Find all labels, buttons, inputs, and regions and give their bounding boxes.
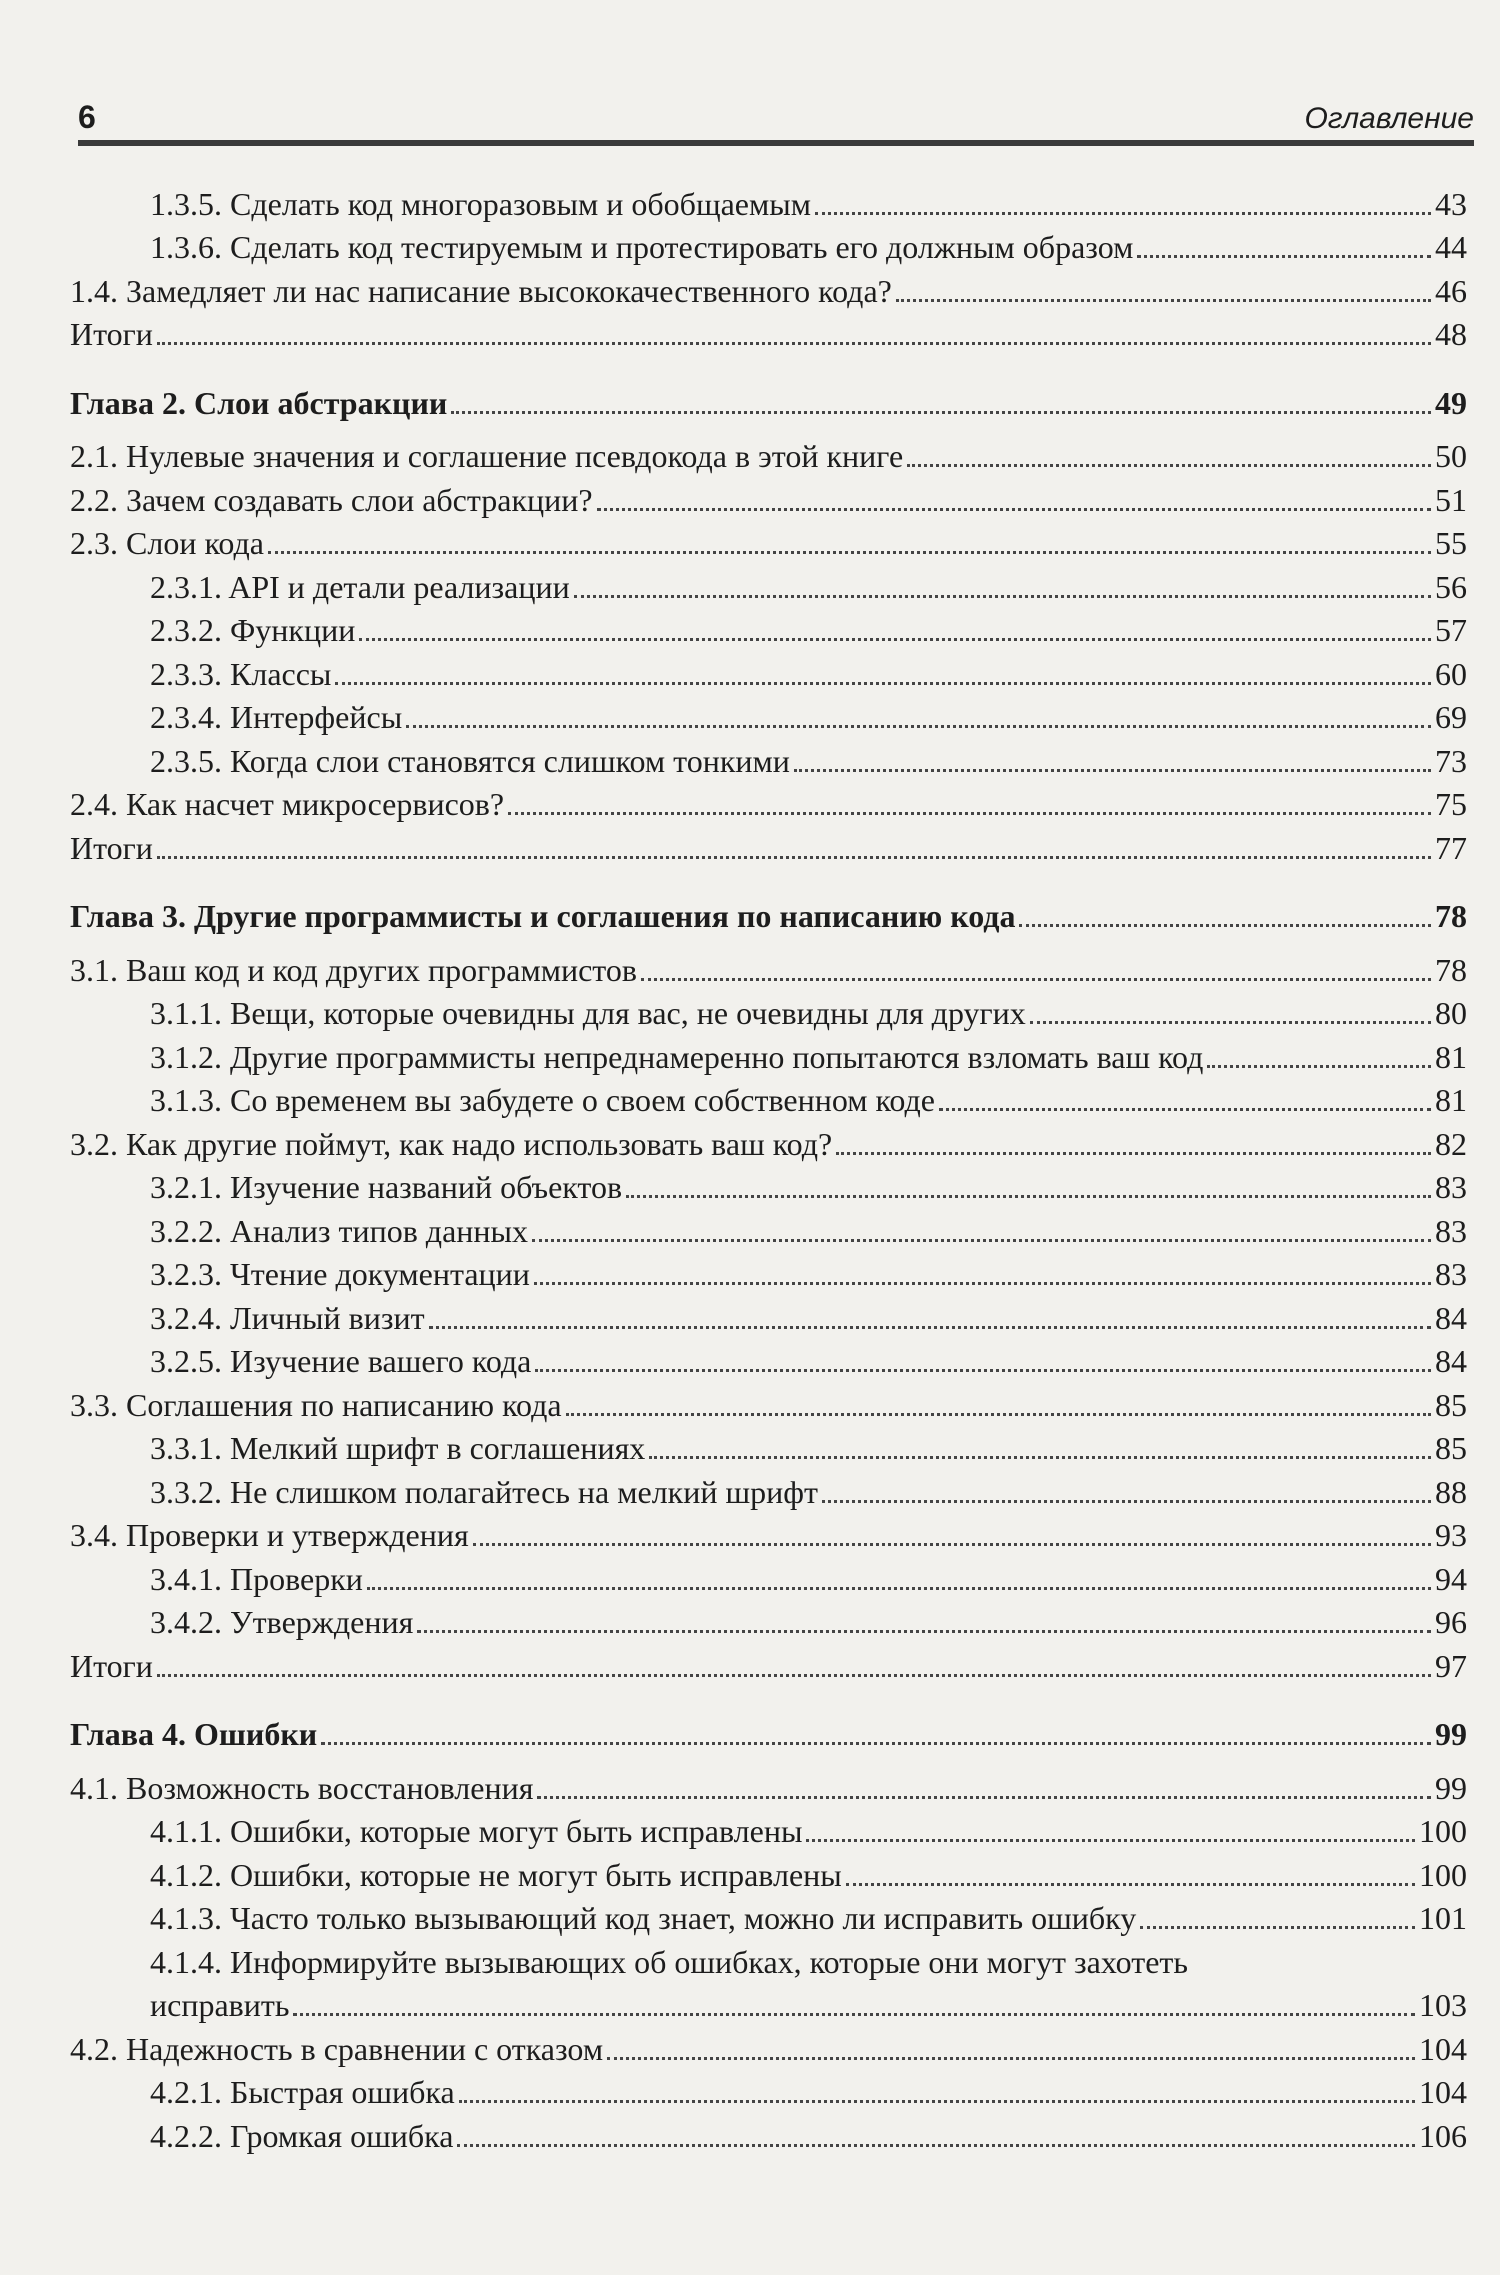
- toc-entry: [70, 311, 1467, 355]
- toc-entry-page: 81: [1435, 1082, 1467, 1118]
- toc-entry-title: 2.3.5. Когда слои становятся слишком тонкими: [150, 742, 790, 779]
- toc-entry: [70, 2112, 1467, 2156]
- toc-entry: [70, 1425, 1467, 1469]
- toc-entry-title: 4.1.1. Ошибки, которые могут быть исправлены: [150, 1813, 803, 1849]
- toc-entry: [70, 1599, 1467, 1643]
- toc-entry: [70, 1294, 1467, 1338]
- toc-entry-title: Итоги: [70, 316, 153, 352]
- toc-entry-page: 48: [1435, 316, 1467, 352]
- dot-leader: [508, 812, 1431, 815]
- dot-leader: [457, 2144, 1415, 2147]
- toc-entry-page: 88: [1435, 1473, 1467, 1510]
- toc-entry-title: 4.2.1. Быстрая ошибка: [150, 2074, 455, 2110]
- toc-entry: [70, 1033, 1467, 1077]
- toc-entry-page: 81: [1435, 1038, 1467, 1075]
- toc-entry: [70, 607, 1467, 651]
- dot-leader: [367, 1587, 1431, 1590]
- toc-entry: [70, 433, 1467, 477]
- toc-entry: [70, 990, 1467, 1034]
- toc-entry-page: 78: [1435, 898, 1467, 934]
- toc-entry: [70, 1077, 1467, 1121]
- toc-entry-page: 83: [1435, 1169, 1467, 1205]
- dot-leader: [429, 1326, 1431, 1329]
- dot-leader: [896, 299, 1431, 302]
- toc-entry-title: 4.1. Возможность восстановления: [70, 1769, 534, 1806]
- toc-entry: [70, 563, 1467, 607]
- dot-leader: [417, 1630, 1431, 1633]
- toc-entry-page: 82: [1435, 1125, 1467, 1162]
- dot-leader: [806, 1839, 1415, 1842]
- toc-entry-page: 77: [1435, 829, 1467, 866]
- toc-entry-title: Глава 4. Ошибки: [70, 1716, 318, 1752]
- toc-entry-page: 69: [1435, 699, 1467, 735]
- toc-chapter: [70, 893, 1467, 937]
- dot-leader: [268, 551, 1431, 554]
- dot-leader: [406, 725, 1431, 728]
- toc-entry: [70, 650, 1467, 694]
- toc-entry: [70, 520, 1467, 564]
- toc-entry-title: 2.2. Зачем создавать слои абстракции?: [70, 481, 593, 518]
- dot-leader: [566, 1413, 1431, 1416]
- toc-entry-title: 4.1.4. Информируйте вызывающих об ошибках, которые они могут захотеть: [150, 1943, 1188, 1980]
- toc-entry-page: 51: [1435, 481, 1467, 518]
- toc-entry-title: 4.1.2. Ошибки, которые не могут быть исправлены: [150, 1856, 842, 1893]
- toc-entry-page: 57: [1435, 612, 1467, 648]
- toc-entry: [70, 1642, 1467, 1686]
- toc-entry: [70, 946, 1467, 990]
- dot-leader: [1137, 255, 1431, 258]
- toc-entry-continuation: [70, 1982, 1467, 2026]
- toc-entry-title: 1.3.5. Сделать код многоразовым и обобщаемым: [150, 185, 811, 222]
- dot-leader: [607, 2057, 1415, 2060]
- dot-leader: [641, 978, 1431, 981]
- toc-entry: [70, 2069, 1467, 2113]
- toc-entry: [70, 476, 1467, 520]
- toc-entry: [70, 1338, 1467, 1382]
- toc-entry-page: 84: [1435, 1299, 1467, 1336]
- toc-entry-title: Итоги: [70, 829, 153, 866]
- page-number: 6: [78, 99, 96, 135]
- toc-entry-title: 4.2. Надежность в сравнении с отказом: [70, 2030, 604, 2067]
- toc-entry-title: 3.2.1. Изучение названий объектов: [150, 1169, 623, 1205]
- toc-entry-title: 2.3. Слои кода: [70, 525, 264, 561]
- dot-leader: [939, 1108, 1431, 1111]
- dot-leader: [1207, 1065, 1431, 1068]
- toc-entry-page: 78: [1435, 951, 1467, 988]
- toc-entry-page: 93: [1435, 1517, 1467, 1553]
- dot-leader: [1140, 1926, 1415, 1929]
- dot-leader: [836, 1152, 1431, 1155]
- toc-entry-title: 3.3. Соглашения по написанию кода: [70, 1386, 562, 1423]
- toc-entry-page: 83: [1435, 1256, 1467, 1292]
- toc-entry: [70, 2025, 1467, 2069]
- toc-entry-page: 104: [1419, 2074, 1467, 2110]
- toc-entry-title: Глава 2. Слои абстракции: [70, 384, 448, 421]
- toc-entry: [70, 1555, 1467, 1599]
- toc-entry-title: 3.1. Ваш код и код других программистов: [70, 951, 637, 988]
- toc-entry-title: 2.3.3. Классы: [150, 655, 332, 692]
- toc-entry-page: 46: [1435, 272, 1467, 309]
- dot-leader: [822, 1500, 1431, 1503]
- toc-entry: [70, 824, 1467, 868]
- toc-entry-title: 3.3.1. Мелкий шрифт в соглашениях: [150, 1430, 646, 1466]
- toc-entry-title: 2.1. Нулевые значения и соглашение псевдокода в этой книге: [70, 438, 904, 474]
- toc-entry: [70, 1938, 1467, 1982]
- toc-entry-title: 3.2. Как другие поймут, как надо использовать ваш код?: [70, 1125, 833, 1162]
- dot-leader: [459, 2100, 1415, 2103]
- dot-leader: [597, 508, 1431, 511]
- toc-entry-page: 97: [1435, 1647, 1467, 1684]
- dot-leader: [157, 856, 1431, 859]
- toc-entry: [70, 1512, 1467, 1556]
- toc-chapter: [70, 1711, 1467, 1755]
- dot-leader: [626, 1195, 1431, 1198]
- toc-entry-page: 100: [1419, 1813, 1467, 1849]
- toc-entry-page: 84: [1435, 1343, 1467, 1379]
- toc-entry-title: Глава 3. Другие программисты и соглашения по написанию кода: [70, 898, 1016, 934]
- dot-leader: [157, 1674, 1431, 1677]
- toc-entry-title: 1.3.6. Сделать код тестируемым и протестировать его должным образом: [150, 229, 1134, 265]
- toc-entry-page: 100: [1419, 1856, 1467, 1893]
- toc-entry-title: 3.4.1. Проверки: [150, 1560, 363, 1597]
- toc-entry-title: 3.1.1. Вещи, которые очевидны для вас, не очевидны для других: [150, 995, 1026, 1031]
- toc-entry-page: 85: [1435, 1430, 1467, 1466]
- dot-leader: [846, 1883, 1415, 1886]
- toc-entry: [70, 1207, 1467, 1251]
- toc-entry-page: 80: [1435, 995, 1467, 1031]
- dot-leader: [907, 464, 1431, 467]
- toc-entry: [70, 694, 1467, 738]
- toc-entry-title: 3.4.2. Утверждения: [150, 1604, 414, 1640]
- toc-entry: [70, 1164, 1467, 1208]
- toc-entry-page: 99: [1435, 1716, 1467, 1752]
- dot-leader: [335, 682, 1431, 685]
- toc-entry-page: 60: [1435, 655, 1467, 692]
- dot-leader: [473, 1543, 1431, 1546]
- toc-entry-title: 2.3.2. Функции: [150, 612, 356, 648]
- toc-entry-title: 2.4. Как насчет микросервисов?: [70, 786, 505, 822]
- toc-entry-page: 44: [1435, 229, 1467, 265]
- dot-leader: [321, 1742, 1431, 1745]
- toc-entry-title: 3.3.2. Не слишком полагайтесь на мелкий шрифт: [150, 1473, 818, 1510]
- toc-entry-page: 85: [1435, 1386, 1467, 1423]
- toc-entry-page: 50: [1435, 438, 1467, 474]
- toc-entry: [70, 1808, 1467, 1852]
- toc-entry-title: Итоги: [70, 1647, 153, 1684]
- toc-entry-title: 4.2.2. Громкая ошибка: [150, 2117, 454, 2154]
- toc-entry-page: 55: [1435, 525, 1467, 561]
- toc-entry-title: 3.2.4. Личный визит: [150, 1299, 425, 1336]
- dot-leader: [537, 1796, 1431, 1799]
- toc-chapter: [70, 379, 1467, 423]
- toc-entry: [70, 1851, 1467, 1895]
- dot-leader: [451, 411, 1431, 414]
- toc-entry-page: 56: [1435, 568, 1467, 605]
- dot-leader: [1019, 924, 1431, 927]
- toc-entry-page: 49: [1435, 384, 1467, 421]
- toc-entry: [70, 737, 1467, 781]
- toc-entry-page: 73: [1435, 742, 1467, 779]
- dot-leader: [157, 342, 1431, 345]
- toc-entry-page: 96: [1435, 1604, 1467, 1640]
- toc-entry: [70, 1468, 1467, 1512]
- toc-entry: [70, 267, 1467, 311]
- toc-entry-title: 4.1.3. Часто только вызывающий код знает, можно ли исправить ошибку: [150, 1900, 1137, 1936]
- toc-entry-title: 3.2.2. Анализ типов данных: [150, 1212, 529, 1249]
- toc-entry: [70, 1895, 1467, 1939]
- toc-entry-title: 3.1.2. Другие программисты непреднамеренно попытаются взломать ваш код: [150, 1038, 1204, 1075]
- toc-entry: [70, 1381, 1467, 1425]
- toc-entry: [70, 1251, 1467, 1295]
- dot-leader: [532, 1239, 1431, 1242]
- toc-entry-page: 83: [1435, 1212, 1467, 1249]
- toc-entry-page: 101: [1419, 1900, 1467, 1936]
- toc-entry-title: 3.4. Проверки и утверждения: [70, 1517, 469, 1553]
- dot-leader: [359, 638, 1431, 641]
- toc-entry: [70, 180, 1467, 224]
- toc-entry-page: 43: [1435, 185, 1467, 222]
- toc-entry-title: 2.3.4. Интерфейсы: [150, 699, 403, 735]
- toc-entry-title: 3.2.5. Изучение вашего кода: [150, 1343, 532, 1379]
- dot-leader: [293, 2013, 1415, 2016]
- dot-leader: [534, 1282, 1431, 1285]
- toc-entry-page: 99: [1435, 1769, 1467, 1806]
- running-title: Оглавление: [1304, 102, 1474, 135]
- toc-entry-page: 94: [1435, 1560, 1467, 1597]
- page-header: [78, 96, 1474, 146]
- dot-leader: [1030, 1021, 1431, 1024]
- toc-entry: [70, 1120, 1467, 1164]
- toc-entry-title: 2.3.1. API и детали реализации: [150, 568, 570, 605]
- toc-entry-title: 3.2.3. Чтение документации: [150, 1256, 530, 1292]
- dot-leader: [574, 595, 1431, 598]
- toc-entry: [70, 224, 1467, 268]
- toc-entry-page: 106: [1419, 2117, 1467, 2154]
- dot-leader: [815, 212, 1431, 215]
- table-of-contents: [70, 180, 1467, 2156]
- toc-entry: [70, 781, 1467, 825]
- toc-entry-title-continuation: исправить: [150, 1987, 290, 2023]
- toc-entry-page: 104: [1419, 2030, 1467, 2067]
- toc-entry-page: 103: [1419, 1987, 1467, 2023]
- dot-leader: [649, 1456, 1431, 1459]
- dot-leader: [794, 769, 1431, 772]
- toc-entry-title: 3.1.3. Со временем вы забудете о своем собственном коде: [150, 1082, 935, 1118]
- toc-entry-title: 1.4. Замедляет ли нас написание высококачественного кода?: [70, 272, 892, 309]
- toc-entry: [70, 1764, 1467, 1808]
- toc-entry-page: 75: [1435, 786, 1467, 822]
- dot-leader: [535, 1369, 1431, 1372]
